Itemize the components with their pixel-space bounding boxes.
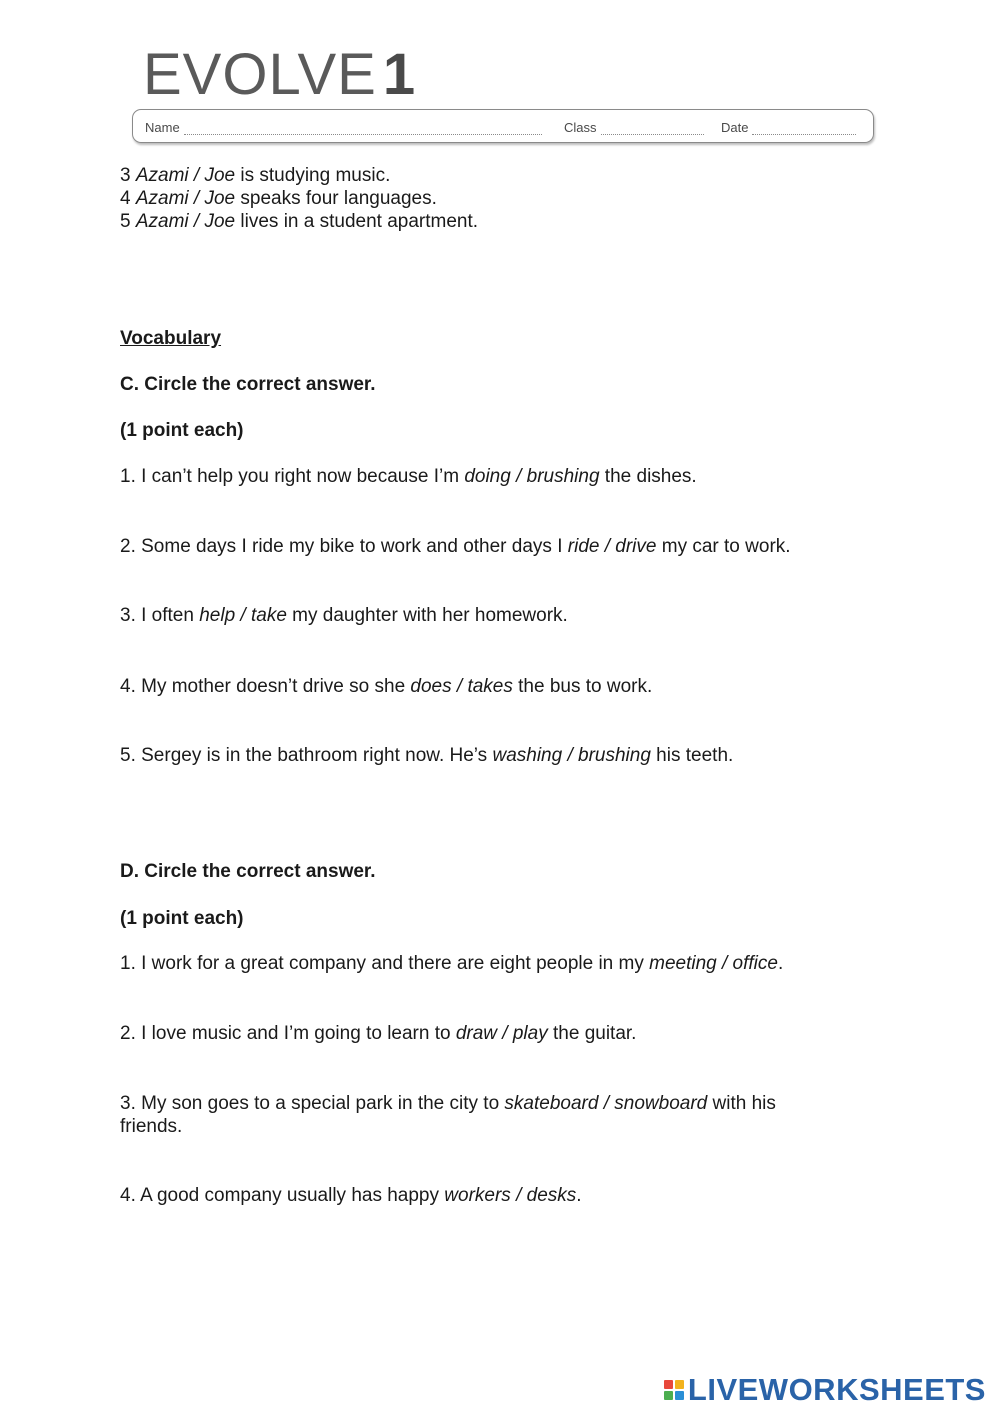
question-text: his teeth.: [650, 745, 734, 766]
answer-choice[interactable]: draw / play: [455, 1023, 548, 1044]
date-field[interactable]: [721, 120, 856, 135]
question-text: .: [777, 953, 784, 974]
vocabulary-heading: Vocabulary: [120, 328, 222, 349]
question-text: with his friends.: [120, 1093, 776, 1137]
c-question-1: [120, 465, 697, 488]
question-text: 3. I often: [120, 605, 200, 626]
question-text: 1. I can’t help you right now because I’m: [120, 466, 465, 487]
class-field[interactable]: [564, 120, 704, 135]
question-text: 3. My son goes to a special park in the city to: [120, 1093, 505, 1114]
d-question-1: [120, 952, 783, 975]
reading-item-4: [120, 187, 437, 210]
answer-choice[interactable]: skateboard / snowboard: [504, 1093, 708, 1114]
d-question-3: [120, 1092, 840, 1138]
question-text: 1. I work for a great company and there are eight people in my: [120, 953, 650, 974]
reading-item-5: [120, 210, 478, 233]
liveworksheets-brand: LIVEWORKSHEETS: [687, 1372, 986, 1407]
answer-choice[interactable]: workers / desks: [444, 1185, 577, 1206]
answer-choice[interactable]: ride / drive: [567, 536, 657, 557]
question-text: 4. My mother doesn’t drive so she: [120, 676, 411, 697]
answer-choice[interactable]: does / takes: [410, 676, 513, 697]
answer-choice[interactable]: Azami / Joe: [135, 188, 236, 209]
question-text: 2. Some days I ride my bike to work and other days I: [120, 536, 568, 557]
answer-choice[interactable]: meeting / office: [649, 953, 778, 974]
date-line[interactable]: [752, 122, 856, 135]
item-text: lives in a student apartment.: [235, 211, 479, 232]
icon-square: [664, 1391, 673, 1400]
student-info-bar: [132, 109, 874, 143]
section-c-title: C. Circle the correct answer.: [120, 374, 376, 395]
answer-choice[interactable]: washing / brushing: [492, 745, 651, 766]
question-text: 4. A good company usually has happy: [120, 1185, 445, 1206]
class-label: Class: [564, 120, 597, 135]
item-text: is studying music.: [235, 165, 391, 186]
liveworksheets-logo[interactable]: [664, 1372, 986, 1408]
answer-choice[interactable]: Azami / Joe: [135, 211, 236, 232]
question-text: 2. I love music and I’m going to learn to: [120, 1023, 456, 1044]
d-question-4: [120, 1184, 582, 1207]
class-line[interactable]: [601, 122, 704, 135]
item-text: speaks four languages.: [235, 188, 437, 209]
name-line[interactable]: [184, 122, 542, 135]
c-question-3: [120, 604, 568, 627]
c-question-2: [120, 535, 791, 558]
liveworksheets-icon: [664, 1380, 684, 1400]
question-text: the dishes.: [599, 466, 697, 487]
icon-square: [675, 1391, 684, 1400]
reading-item-3: [120, 164, 390, 187]
icon-square: [675, 1380, 684, 1389]
item-number: 5: [120, 211, 131, 232]
name-label: Name: [145, 120, 180, 135]
c-question-5: [120, 744, 733, 767]
c-question-4: [120, 675, 652, 698]
answer-choice[interactable]: doing / brushing: [464, 466, 600, 487]
item-number: 4: [120, 188, 131, 209]
question-text: the guitar.: [547, 1023, 637, 1044]
evolve-logo: [143, 44, 416, 106]
section-d-points: (1 point each): [120, 908, 244, 929]
section-c-points: (1 point each): [120, 420, 244, 441]
logo-level: 1: [382, 42, 417, 107]
question-text: 5. Sergey is in the bathroom right now. He’s: [120, 745, 493, 766]
answer-choice[interactable]: help / take: [199, 605, 287, 626]
d-question-2: [120, 1022, 636, 1045]
date-label: Date: [721, 120, 749, 135]
question-text: my car to work.: [656, 536, 791, 557]
name-field[interactable]: [145, 120, 542, 135]
logo-text: EVOLVE: [143, 42, 377, 107]
item-number: 3: [120, 165, 131, 186]
question-text: the bus to work.: [512, 676, 653, 697]
icon-square: [664, 1380, 673, 1389]
question-text: my daughter with her homework.: [286, 605, 568, 626]
question-text: .: [576, 1185, 582, 1206]
section-d-title: D. Circle the correct answer.: [120, 861, 376, 882]
answer-choice[interactable]: Azami / Joe: [135, 165, 236, 186]
